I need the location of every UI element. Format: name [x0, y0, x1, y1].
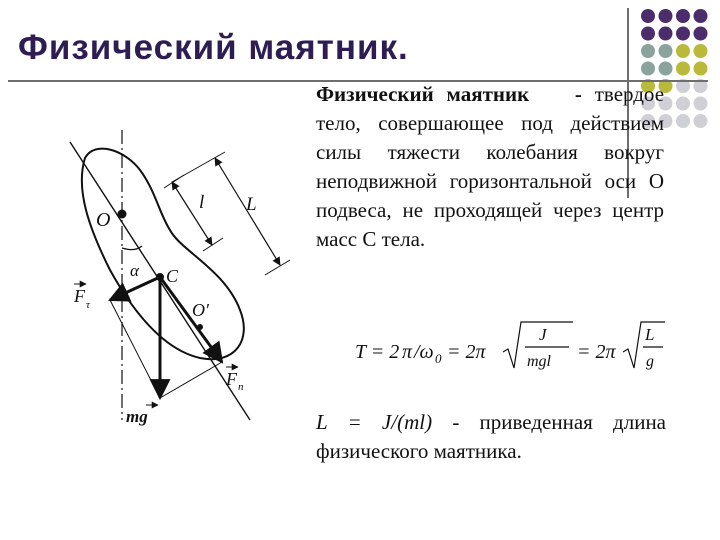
- sqrt-sign-2: [623, 322, 665, 368]
- dimension-l: [172, 182, 212, 245]
- label-F-tau-sub: τ: [86, 299, 90, 311]
- decor-dot: [676, 62, 690, 76]
- formula-over-omega: /ω: [414, 341, 434, 363]
- decor-dot: [694, 62, 708, 76]
- decor-dot: [659, 44, 673, 58]
- definition-dash: -: [574, 82, 582, 106]
- dimension-L-tick-top: [172, 152, 225, 182]
- definition-term: Физический маятник: [316, 82, 530, 106]
- slide-title: Физический маятник.: [18, 28, 409, 67]
- fraction2-numerator: L: [645, 325, 655, 344]
- decor-dot: [641, 27, 655, 41]
- parallelogram-edge-1: [110, 300, 160, 398]
- label-l: l: [199, 192, 205, 213]
- fraction1-denominator: mgl: [527, 353, 551, 370]
- formula-pi: π: [402, 341, 413, 363]
- label-O-prime: O′: [192, 300, 209, 320]
- decor-dot: [694, 27, 708, 41]
- decor-dot: [676, 114, 690, 128]
- label-F-tau: F: [74, 286, 85, 306]
- dimension-l-tick-bottom: [203, 238, 223, 251]
- label-O: O: [96, 209, 111, 231]
- label-F-n: F: [226, 369, 237, 389]
- decor-dot: [694, 44, 708, 58]
- decor-dot: [641, 62, 655, 76]
- label-L: L: [246, 194, 257, 215]
- tangential-force-vector: [110, 277, 160, 300]
- formula-eq: = 2π: [447, 341, 486, 363]
- decor-dot: [694, 97, 708, 111]
- label-C: C: [166, 266, 179, 286]
- decor-dot: [641, 44, 655, 58]
- dimension-L-tick-bottom: [265, 260, 290, 275]
- reduced-length-formula: L = J/(ml): [316, 410, 433, 434]
- formula-omega-sub: 0: [435, 351, 442, 366]
- decor-dot: [676, 9, 690, 23]
- label-alpha: α: [130, 261, 139, 280]
- reduced-length-text: - приведенная длина физического маятника.: [316, 410, 666, 463]
- decor-dot: [694, 114, 708, 128]
- decor-dot: [694, 9, 708, 23]
- reduced-length-paragraph: [316, 408, 666, 466]
- fraction2-denominator: g: [646, 353, 654, 370]
- decor-dot: [676, 44, 690, 58]
- decor-dot: [659, 9, 673, 23]
- formula-eq2: = 2π: [577, 341, 616, 363]
- decor-dot: [659, 62, 673, 76]
- definition-body: твердое тело, совершающее под действием силы тяжести колебания вокруг неподвижной горизонтальной оси О подвеса, не проходящей через центр масс С тела.: [316, 82, 665, 251]
- decor-dot: [676, 97, 690, 111]
- formula-left: T = 2: [355, 341, 400, 363]
- physical-pendulum-diagram: [60, 120, 320, 450]
- label-F-n-sub: n: [238, 381, 244, 393]
- decor-dot: [659, 27, 673, 41]
- definition-paragraph: [316, 80, 664, 254]
- decor-dot: [641, 9, 655, 23]
- pendulum-body-outline: [82, 149, 244, 360]
- point-O: [118, 210, 127, 219]
- fraction1-numerator: J: [539, 325, 547, 344]
- label-mg: mg: [126, 407, 148, 426]
- parallelogram-edge-2: [160, 362, 222, 398]
- period-formula: [355, 318, 685, 378]
- decor-dot: [676, 27, 690, 41]
- normal-force-vector: [160, 277, 222, 362]
